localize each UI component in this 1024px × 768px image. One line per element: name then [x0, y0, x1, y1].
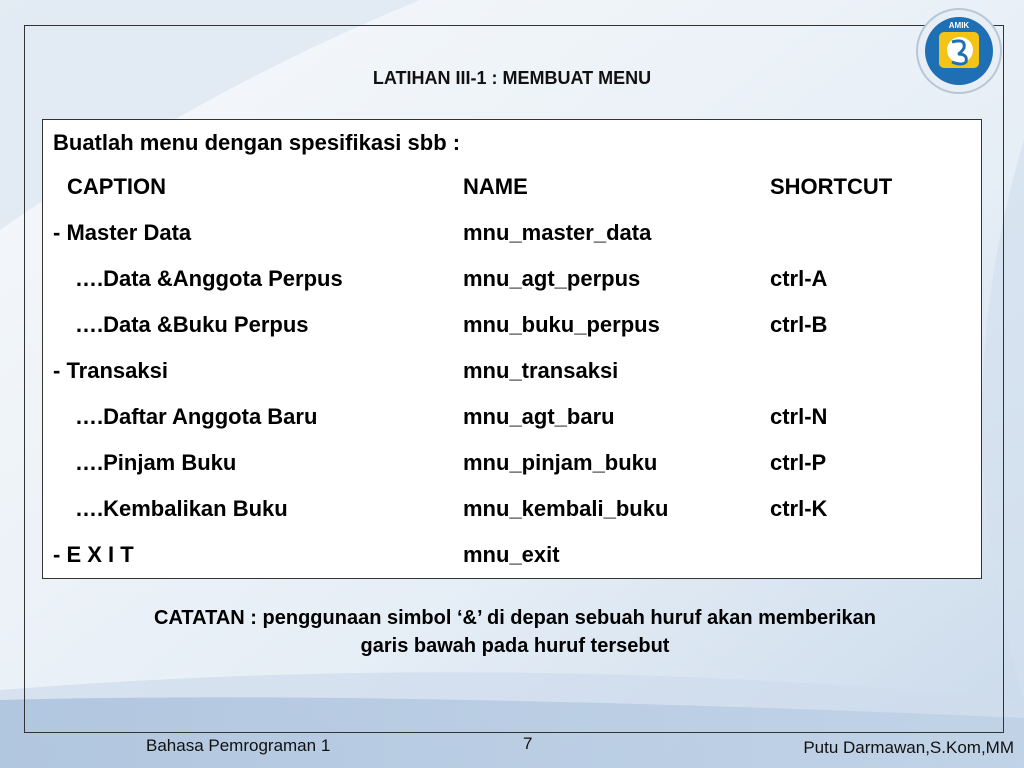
- slide-title: LATIHAN III-1 : MEMBUAT MENU: [372, 68, 652, 88]
- row-name: mnu_pinjam_buku: [463, 450, 658, 475]
- row-caption: - E X I T: [53, 542, 134, 567]
- row-name: mnu_master_data: [463, 220, 652, 245]
- note-line-1: CATATAN : penggunaan simbol ‘&’ di depan sebuah huruf akan memberikan: [154, 607, 876, 629]
- row-shortcut: ctrl-P: [770, 450, 827, 475]
- menu-spec-table: [42, 119, 982, 579]
- row-shortcut: ctrl-N: [770, 404, 828, 429]
- row-caption: - Master Data: [53, 220, 192, 245]
- caption-column-header: CAPTION: [67, 174, 166, 199]
- table-row: [43, 312, 981, 342]
- row-shortcut: ctrl-B: [770, 312, 828, 337]
- row-name: mnu_exit: [463, 542, 560, 567]
- table-row: [43, 404, 981, 434]
- table-row: [43, 266, 981, 296]
- row-shortcut: ctrl-A: [770, 266, 828, 291]
- intro-text: Buatlah menu dengan spesifikasi sbb :: [53, 130, 461, 155]
- table-header-row: [43, 174, 981, 204]
- row-name: mnu_agt_baru: [463, 404, 615, 429]
- footer-page-number: 7: [523, 734, 533, 753]
- row-name: mnu_kembali_buku: [463, 496, 669, 521]
- footer-author: Putu Darmawan,S.Kom,MM: [803, 738, 1014, 757]
- footer-course: Bahasa Pemrograman 1: [146, 736, 331, 755]
- note-text: [40, 604, 990, 660]
- row-name: mnu_agt_perpus: [463, 266, 641, 291]
- name-column-header: NAME: [463, 174, 528, 199]
- amik-logo-icon: [914, 6, 1004, 96]
- row-name: mnu_transaksi: [463, 358, 619, 383]
- row-caption: ….Data &Anggota Perpus: [75, 266, 343, 291]
- table-row: [43, 358, 981, 388]
- row-caption: ….Pinjam Buku: [75, 450, 237, 475]
- row-caption: ….Kembalikan Buku: [75, 496, 288, 521]
- note-line-2: garis bawah pada huruf tersebut: [360, 635, 670, 657]
- table-row: [43, 496, 981, 526]
- row-caption: ….Data &Buku Perpus: [75, 312, 309, 337]
- shortcut-column-header: SHORTCUT: [770, 174, 893, 199]
- row-name: mnu_buku_perpus: [463, 312, 660, 337]
- row-shortcut: ctrl-K: [770, 496, 828, 521]
- table-row: [43, 542, 981, 572]
- table-row: [43, 450, 981, 480]
- logo-text: AMIK: [948, 21, 970, 30]
- table-row: [43, 220, 981, 250]
- row-caption: - Transaksi: [53, 358, 168, 383]
- row-caption: ….Daftar Anggota Baru: [75, 404, 318, 429]
